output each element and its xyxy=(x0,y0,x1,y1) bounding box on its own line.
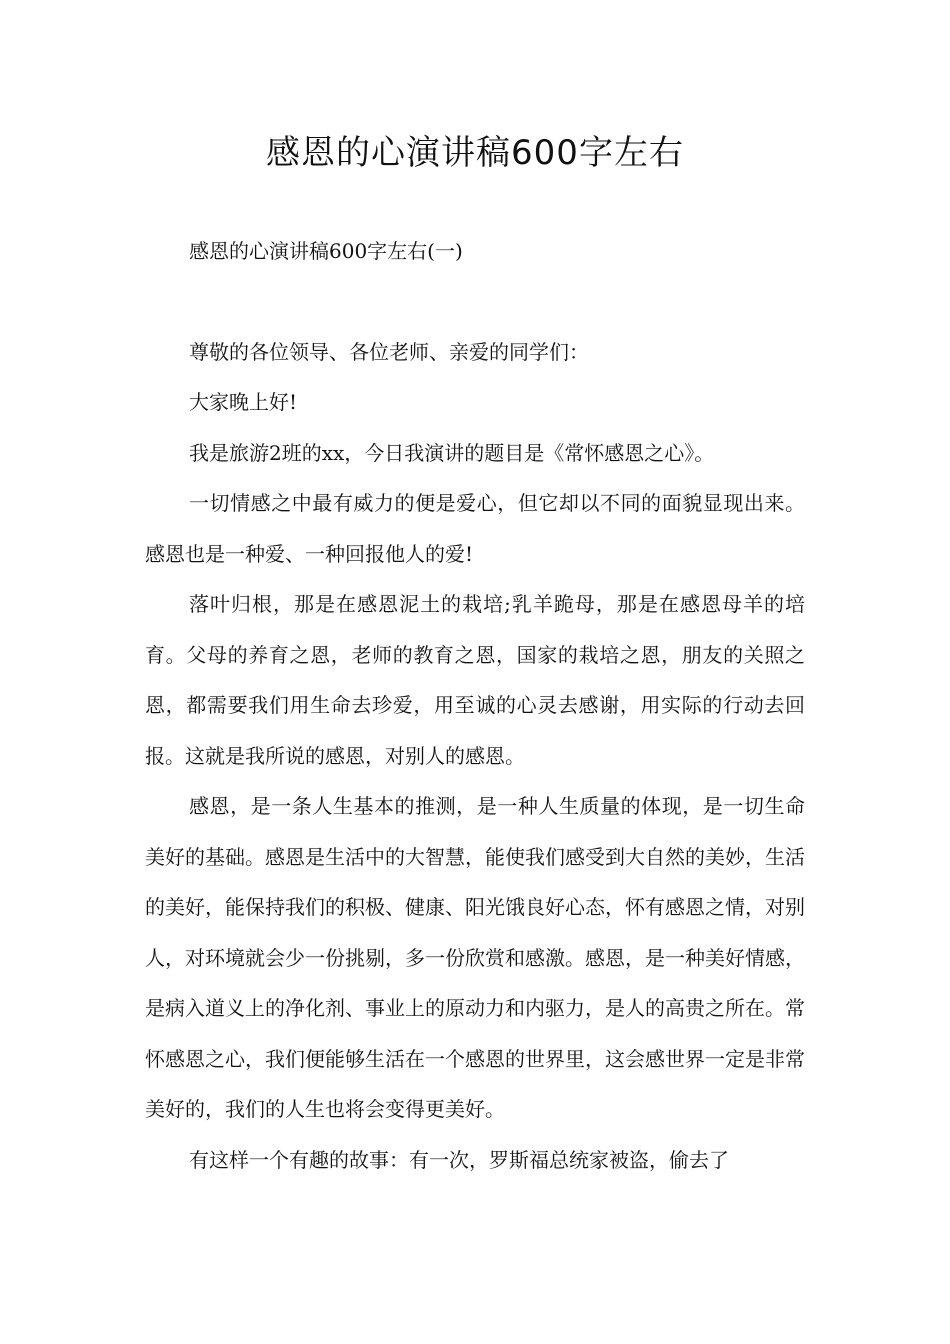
paragraph-introduction: 我是旅游2班的xx，今日我演讲的题目是《常怀感恩之心》。 xyxy=(189,440,715,465)
paragraph-greeting: 尊敬的各位领导、各位老师、亲爱的同学们： xyxy=(189,339,589,364)
paragraph-love: 一切情感之中最有威力的便是爱心，但它却以不同的面貌显现出来。感恩也是一种爱、一种回报他人的爱! xyxy=(145,491,805,566)
document-title: 感恩的心演讲稿600字左右 xyxy=(266,133,684,173)
paragraph-story: 有这样一个有趣的故事：有一次，罗斯福总统家被盗，偷去了 xyxy=(189,1147,729,1172)
paragraph-gratitude-meaning: 感恩，是一条人生基本的推测，是一种人生质量的体现，是一切生命美好的基础。感恩是生活中的大智慧，能使我们感受到大自然的美妙，生活的美好，能保持我们的积极、健康、阳光饿良好心态，怀有感恩之情，对别人，对环境就会少一份挑剔，多一份欣赏和感激。感恩，是一种美好情感，是病入道义上的净化剂、事业上的原动力和内驱力，是人的高贵之所在。常怀感恩之心，我们便能够生活在一个感恩的世界里，这会感世界一定是非常美好的，我们的人生也将会变得更美好。 xyxy=(145,794,805,1121)
document-body xyxy=(145,226,805,1185)
paragraph-gratitude-examples: 落叶归根，那是在感恩泥土的栽培;乳羊跪母，那是在感恩母羊的培育。父母的养育之恩，老师的教育之恩，国家的栽培之恩，朋友的关照之恩，都需要我们用生命去珍爱，用至诚的心灵去感谢，用实际的行动去回报。这就是我所说的感恩，对别人的感恩。 xyxy=(145,592,805,768)
paragraph-salutation: 大家晚上好! xyxy=(189,390,298,414)
document-subtitle: 感恩的心演讲稿600字左右(一) xyxy=(189,239,463,263)
